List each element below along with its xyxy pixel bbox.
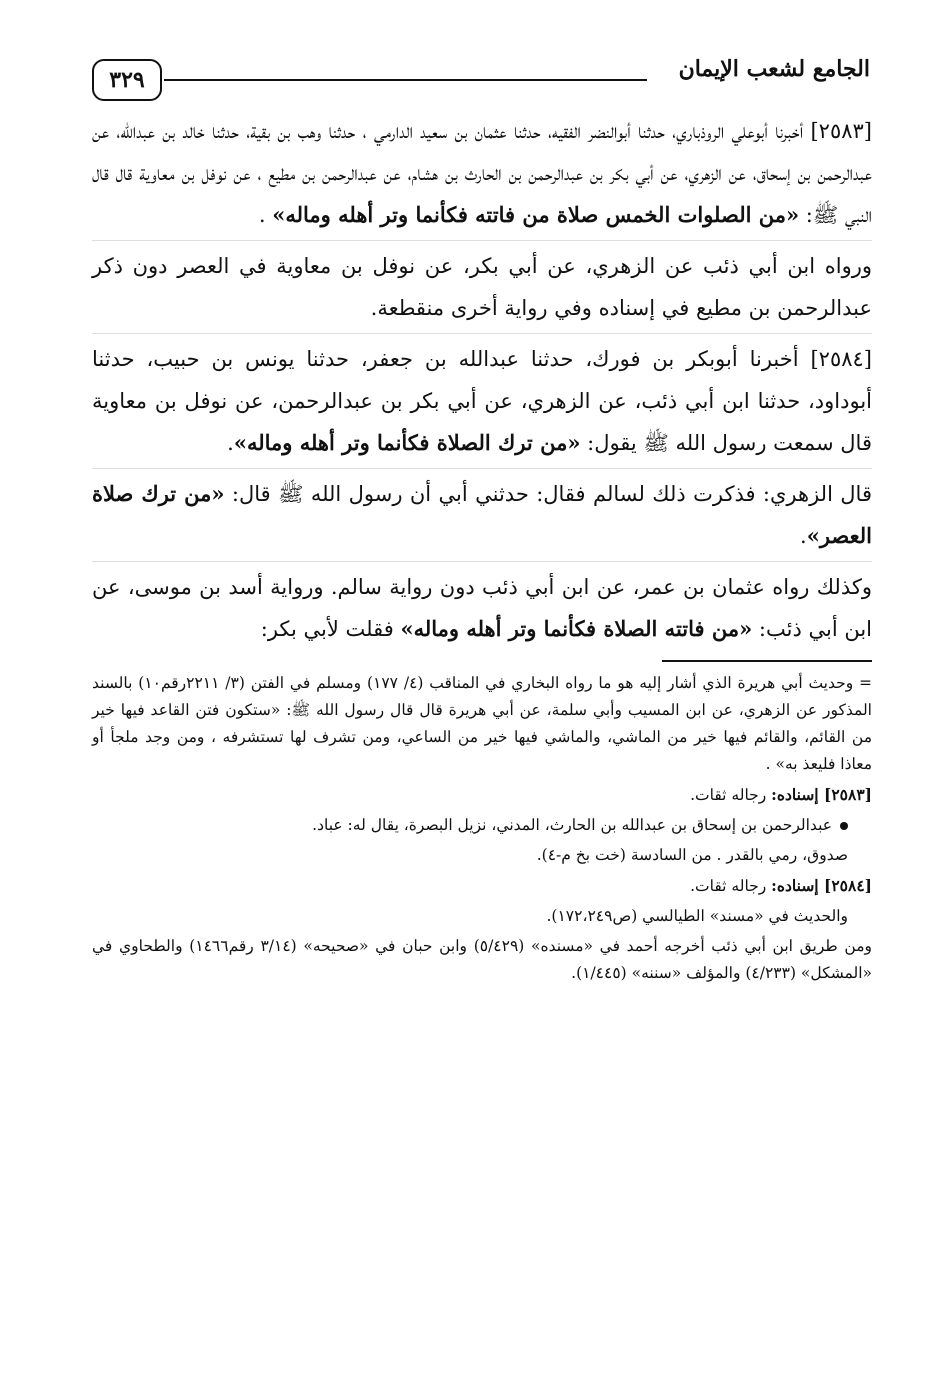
hadith-2583-tail: .: [258, 203, 273, 227]
footnotes: [92, 670, 872, 987]
hadith-2583-quote: «من الصلوات الخمس صلاة من فاتته فكأنما وتر أهله وماله»: [272, 202, 800, 227]
hadith-2584-quote: «من ترك الصلاة فكأنما وتر أهله وماله»: [233, 430, 581, 455]
hadith-2583: [92, 110, 872, 236]
hadith-2583-text: [٢٥٨٣] أخبرنا أبوعلي الروذباري، حدثنا أبوالنضر الفقيه، حدثنا عثمان بن سعيد الدارمي ، حدثنا وهب بن بقية، حدثنا خالد بن عبدالله، عن عبدالرحمن بن إسحاق، عن الزهري، عن أبي بكر بن عبدالرحمن بن الحارث بن هشام، عن عبدالرحمن بن مطيع ، عن نوفل بن معاوية قال قال النبي ﷺ:: [92, 119, 872, 227]
hadith-2584-tail: .: [227, 431, 234, 455]
footnote-2584-text: رجاله ثقات.: [690, 877, 772, 895]
bullet-icon: [840, 822, 848, 830]
hadith-2584-text: [٢٥٨٤] أخبرنا أبوبكر بن فورك، حدثنا عبدالله بن جعفر، حدثنا يونس بن حبيب، حدثنا أبوداود، حدثنا ابن أبي ذئب، عن الزهري، عن أبي بكر بن عبدالرحمن، عن نوفل بن معاوية قال سمعت رسول الله ﷺ يقول:: [92, 347, 872, 455]
other-narration: [92, 561, 872, 650]
zuhri-narration-text: قال الزهري: فذكرت ذلك لسالم فقال: حدثني أبي أن رسول الله ﷺ قال:: [224, 482, 872, 506]
main-text: [92, 110, 872, 650]
footnote-2583-ref: [٢٥٨٣] إسناده:: [771, 785, 872, 804]
book-page: [92, 50, 872, 990]
book-title: الجامع لشعب الإيمان: [678, 56, 870, 82]
footnote-2583: [92, 781, 872, 809]
header-rule: [164, 79, 647, 81]
page-number: ٣٢٩: [92, 59, 162, 101]
other-narration-quote: «من فاتته الصلاة فكأنما وتر أهله وماله»: [400, 616, 753, 641]
commentary-paragraph: ورواه ابن أبي ذئب عن الزهري، عن أبي بكر، عن نوفل بن معاوية في العصر دون ذكر عبدالرحمن بن مطيع في إسناده وفي رواية أخرى منقطعة.: [92, 240, 872, 329]
footnote-2583-text: رجاله ثقات.: [690, 786, 772, 804]
hadith-2584: [92, 333, 872, 464]
footnote-2584-ref: [٢٥٨٤] إسناده:: [771, 876, 872, 895]
footnote-2584: [92, 872, 872, 900]
zuhri-narration-tail: .: [800, 524, 807, 548]
footnote-continuation: = وحديث أبي هريرة الذي أشار إليه هو ما رواه البخاري في المناقب (٤/ ١٧٧) ومسلم في الفتن (٣/ ٢٢١١رقم١٠) بالسند المذكور عن الزهري، عن ابن المسيب وأبي سلمة، عن أبي هريرة قال قال رسول الله ﷺ: «ستكون فتن القاعد فيها خير من القائم، والقائم فيها خير من الماشي، والماشي فيها خير من الساعي، ومن تشرف لها تستشرفه ، ومن وجد ملجأ أو معاذا فليعذ به» .: [92, 674, 873, 773]
footnote-source-other: ومن طريق ابن أبي ذئب أخرجه أحمد في «مسنده» (٥/٤٢٩) وابن حبان في «صحيحه» (٣/١٤ رقم١٤٦٦) والطحاوي في «المشكل» (٤/٢٣٣) والمؤلف «سننه» (١/٤٤٥).: [92, 937, 873, 982]
page-header: [92, 50, 872, 110]
zuhri-narration-quote: «من ترك صلاة العصر»: [92, 481, 872, 548]
narrator-bio-text: عبدالرحمن بن إسحاق بن عبدالله بن الحارث، المدني، نزيل البصرة، يقال له: عباد.: [312, 816, 832, 834]
zuhri-narration: [92, 468, 872, 557]
other-narration-text: وكذلك رواه عثمان بن عمر، عن ابن أبي ذئب دون رواية سالم. ورواية أسد بن موسى، عن ابن أبي ذئب:: [92, 575, 872, 641]
narrator-grade: صدوق، رمي بالقدر . من السادسة (خت بخ م-٤).: [536, 846, 848, 864]
footnote-source-musnad: والحديث في «مسند» الطيالسي (ص١٧٢،٢٤٩).: [546, 907, 848, 925]
other-narration-tail: فقلت لأبي بكر:: [260, 617, 401, 641]
footnote-rule: [662, 660, 872, 662]
narrator-bio: [92, 812, 872, 839]
